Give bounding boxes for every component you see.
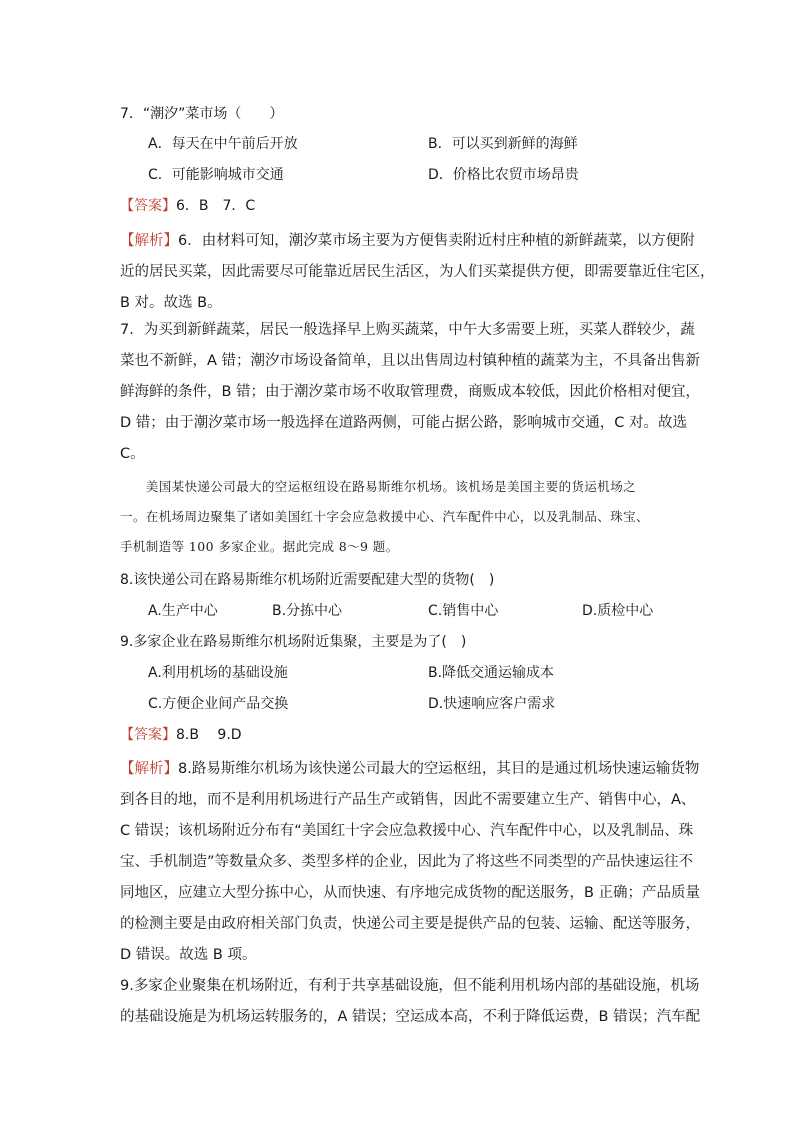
analysis-8-line-1: 8.路易斯维尔机场为该快递公司最大的空运枢纽，其目的是通过机场快速运输货物 [178,761,700,777]
question-7-option-c: C．可能影响城市交通 [148,167,284,183]
question-8-option-a: A.生产中心 [148,603,218,619]
material-line-3: 手机制造等 100 多家企业。据此完成 8～9 题。 [120,539,399,554]
analysis-9-line-2: 的基础设施是为机场运转服务的，A 错误；空运成本高，不利于降低运费，B 错误；汽车配 [120,1009,701,1025]
question-7-stem: 7．“潮汐”菜市场（ ） [120,106,284,122]
analysis-8-line-6: 的检测主要是由政府相关部门负责，快递公司主要是提供产品的包装、运输、配送等服务， [120,916,700,932]
analysis-9 [120,971,701,1033]
answer-label: 【答案】 [120,727,176,743]
analysis-8-line-5: 同地区，应建立大型分拣中心，从而快速、有序地完成货物的配送服务，B 正确；产品质量 [120,885,701,901]
answer-text: 8.B 9.D [176,727,242,743]
answer-label: 【答案】 [120,198,176,214]
analysis-7-line-5: C。 [120,446,145,462]
question-7-option-b: B．可以买到新鲜的海鲜 [428,136,578,152]
question-9-stem: 9.多家企业在路易斯维尔机场附近集聚，主要是为了( ) [120,634,467,650]
analysis-8 [120,754,701,971]
question-9-option-c: C.方便企业间产品交换 [148,696,289,712]
analysis-9-line-1: 9.多家企业聚集在机场附近，有利于共享基础设施，但不能利用机场内部的基础设施，机场 [120,978,700,994]
question-8-stem: 8.该快递公司在路易斯维尔机场附近需要配建大型的货物( ) [120,572,495,588]
analysis-7 [120,315,701,470]
material-line-2: 一。在机场周边聚集了诸如美国红十字会应急救援中心、汽车配件中心，以及乳制品、珠宝、 [120,509,649,524]
question-7-option-d: D．价格比农贸市场昂贵 [428,167,579,183]
analysis-8-line-7: D 错误。故选 B 项。 [120,947,257,963]
answer-6-7 [120,196,255,216]
analysis-7-line-1: 7．为买到新鲜蔬菜，居民一般选择早上购买蔬菜，中午大多需要上班，买菜人群较少，蔬 [120,322,695,338]
analysis-7-line-2: 菜也不新鲜，A 错；潮汐市场设备简单，且以出售周边村镇种植的蔬菜为主，不具备出售新 [120,353,701,369]
answer-8-9 [120,725,242,745]
analysis-6-line-1: 6．由材料可知，潮汐菜市场主要为方便售卖附近村庄种植的新鲜蔬菜，以方便附 [178,233,695,249]
analysis-7-line-4: D 错；由于潮汐菜市场一般选择在道路两侧，可能占据公路，影响城市交通，C 对。故选 [120,415,688,431]
analysis-6-line-3: B 对。故选 B。 [120,295,222,311]
analysis-8-line-3: C 错误；该机场附近分布有“美国红十字会应急救援中心、汽车配件中心，以及乳制品、珠 [120,823,694,839]
analysis-8-line-4: 宝、手机制造”等数量众多、类型多样的企业，因此为了将这些不同类型的产品快速运往不 [120,854,694,870]
analysis-7-line-3: 鲜海鲜的条件，B 错；由于潮汐菜市场不收取管理费，商贩成本较低，因此价格相对便宜， [120,384,701,400]
question-7-option-a: A．每天在中午前后开放 [148,136,298,152]
question-9-option-b: B.降低交通运输成本 [428,665,555,681]
material-line-1: 美国某快递公司最大的空运枢纽设在路易斯维尔机场。该机场是美国主要的货运机场之 [120,479,637,494]
analysis-8-line-2: 到各目的地，而不是利用机场进行产品生产或销售，因此不需要建立生产、销售中心，A、 [120,792,696,808]
question-8-option-d: D.质检中心 [582,603,654,619]
analysis-label: 【解析】 [120,233,178,249]
question-9-option-a: A.利用机场的基础设施 [148,665,288,681]
answer-text: 6．B 7．C [176,198,256,214]
analysis-6 [120,226,715,319]
question-9-option-d: D.快速响应客户需求 [428,696,556,712]
question-8-option-c: C.销售中心 [428,603,499,619]
analysis-6-line-2: 近的居民买菜，因此需要尽可能靠近居民生活区，为人们买菜提供方便，即需要靠近住宅区， [120,264,715,280]
question-8-option-b: B.分拣中心 [272,603,343,619]
reading-material [120,472,680,562]
analysis-label: 【解析】 [120,761,178,777]
